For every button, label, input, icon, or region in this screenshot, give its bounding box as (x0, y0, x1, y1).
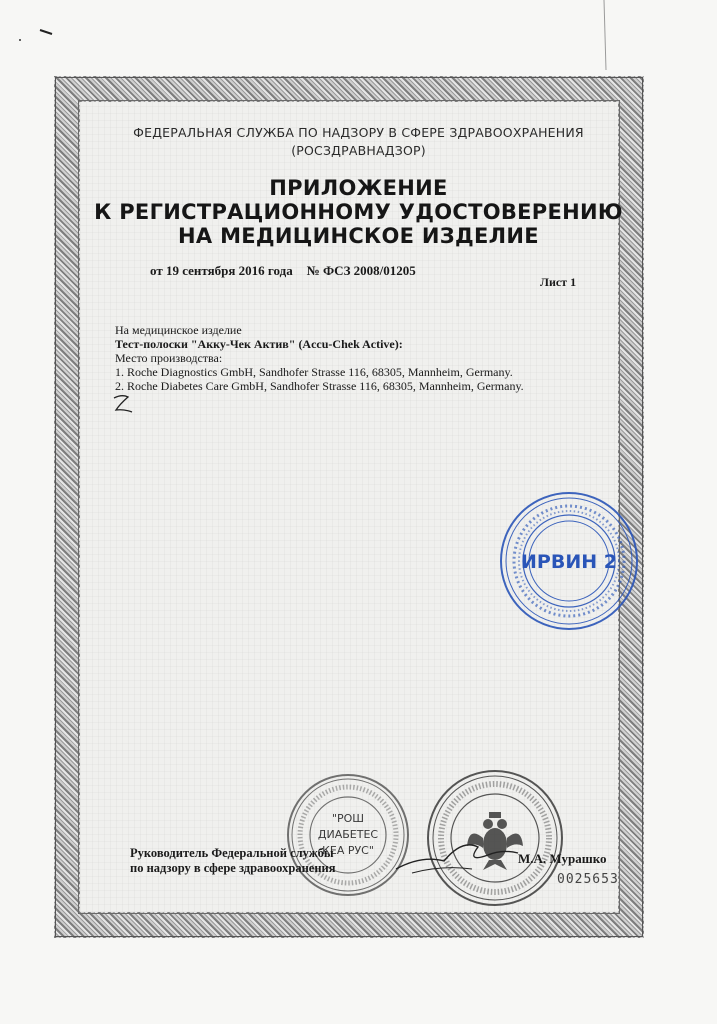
intro-text: На медицинское изделие (115, 323, 242, 337)
agency-name: ФЕДЕРАЛЬНАЯ СЛУЖБА ПО НАДЗОРУ В СФЕРЕ ЗДРАВООХРАНЕНИЯ (133, 125, 584, 140)
signer-name: М.А. Мурашко (518, 851, 607, 866)
manufacturing-site: 1. Roche Diagnostics GmbH, Sandhofer Strasse 116, 68305, Mannheim, Germany. (115, 365, 513, 379)
scan-speck (40, 30, 52, 34)
signer-title-line2: по надзору в сфере здравоохранения (130, 861, 336, 875)
handwritten-mark (110, 392, 140, 418)
irvin-seal-stamp (498, 490, 640, 632)
signer-title-line1: Руководитель Федеральной службы (130, 846, 334, 860)
certificate-number: № ФСЗ 2008/01205 (306, 263, 416, 278)
place-label: Место производства: (115, 351, 223, 365)
document-title-line2: К РЕГИСТРАЦИОННОМУ УДОСТОВЕРЕНИЮ (94, 200, 623, 224)
certificate-date: от 19 сентября 2016 года (150, 263, 293, 278)
scan-line (604, 0, 606, 70)
manufacturing-site: 2. Roche Diabetes Care GmbH, Sandhofer Strasse 116, 68305, Mannheim, Germany. (115, 379, 524, 393)
agency-abbreviation: (РОСЗДРАВНАДЗОР) (291, 143, 426, 158)
roche-stamp-line1: "РОШ (331, 812, 365, 825)
handwritten-signature (392, 825, 522, 885)
certificate-line (150, 263, 570, 279)
irvin-seal-center-text: ИРВИН 2 (521, 551, 617, 573)
roche-stamp-line2: ДИАБЕТЕС (317, 828, 379, 841)
scan-speck (19, 39, 21, 41)
product-name: Тест-полоски "Акку-Чек Актив" (Accu-Chek Active): (115, 337, 403, 351)
document-title-line1: ПРИЛОЖЕНИЕ (269, 176, 448, 200)
sheet-number: Лист 1 (540, 275, 577, 289)
document-title-line3: НА МЕДИЦИНСКОЕ ИЗДЕЛИЕ (178, 224, 539, 248)
roche-stamp-line3: КЕА РУС" (322, 844, 374, 857)
form-serial-number: 0025653 (557, 872, 619, 887)
